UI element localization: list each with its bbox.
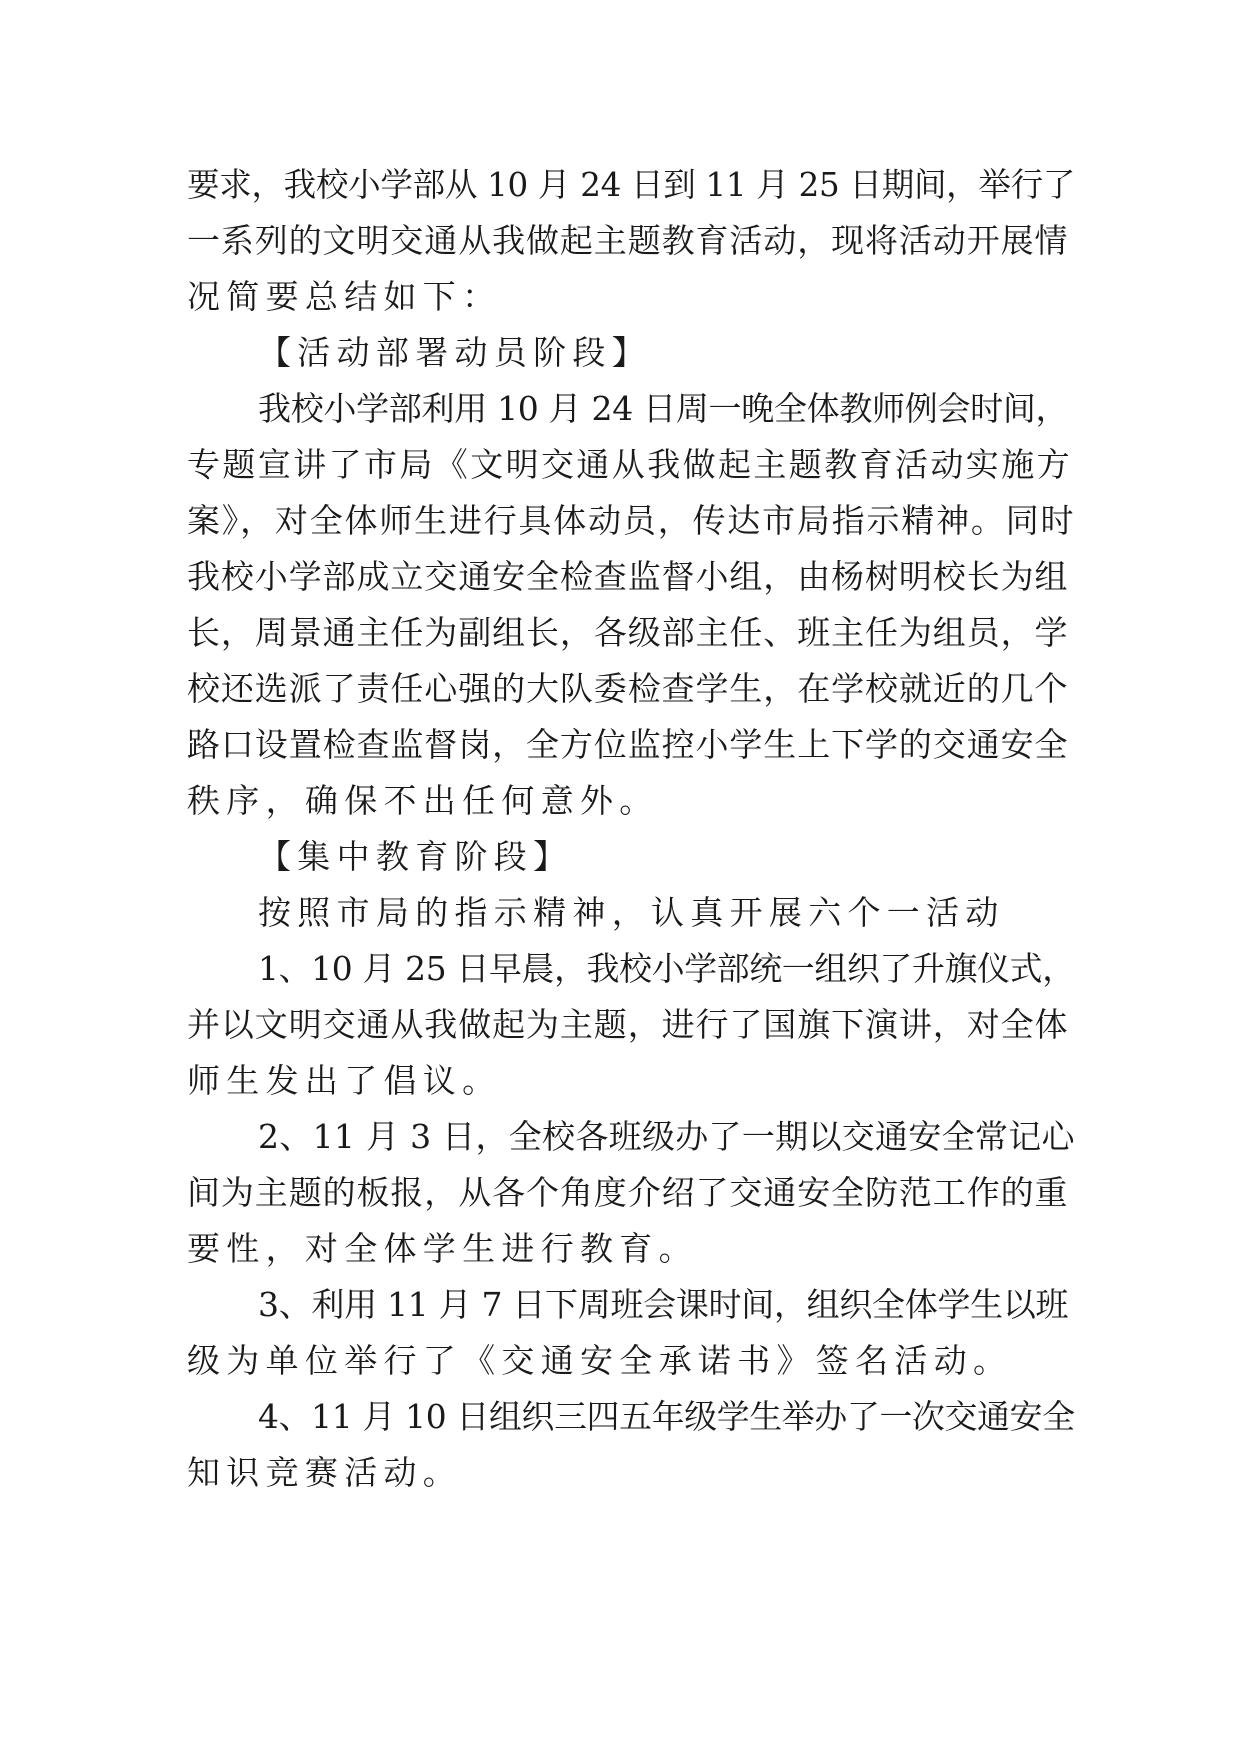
list-item: 2、11 月 3 日，全校各班级办了一期以交通安全常记心 [258, 1117, 1075, 1156]
text-line: 要性，对全体学生进行教育。 [187, 1229, 698, 1268]
list-item: 1、10 月 25 日早晨，我校小学部统一组织了升旗仪式， [258, 949, 1075, 988]
section-heading: 【集中教育阶段】 [258, 837, 573, 876]
list-item: 3、利用 11 月 7 日下周班会课时间，组织全体学生以班 [258, 1285, 1069, 1324]
section-heading: 【活动部署动员阶段】 [258, 333, 651, 372]
text-line: 长，周景通主任为副组长，各级部主任、班主任为组员，学 [187, 613, 1069, 652]
text-line: 我校小学部利用 10 月 24 日周一晚全体教师例会时间， [258, 389, 1069, 428]
text-line: 校还选派了责任心强的大队委检查学生，在学校就近的几个 [187, 669, 1069, 708]
text-line: 专题宣讲了市局《文明交通从我做起主题教育活动实施方 [187, 445, 1072, 484]
text-line: 间为主题的板报，从各个角度介绍了交通安全防范工作的重 [187, 1173, 1069, 1212]
text-line: 级为单位举行了《交通安全承诺书》签名活动。 [187, 1341, 1013, 1380]
text-line: 并以文明交通从我做起为主题，进行了国旗下演讲，对全体 [187, 1005, 1069, 1044]
text-line: 按照市局的指示精神，认真开展六个一活动 [258, 893, 1005, 932]
list-item: 4、11 月 10 日组织三四五年级学生举办了一次交通安全 [258, 1397, 1075, 1436]
text-line: 一系列的文明交通从我做起主题教育活动，现将活动开展情 [187, 221, 1069, 260]
text-line: 况简要总结如下： [187, 277, 502, 316]
text-line: 路口设置检查监督岗，全方位监控小学生上下学的交通安全 [187, 725, 1069, 764]
text-line: 秩序，确保不出任何意外。 [187, 781, 659, 820]
text-line: 师生发出了倡议。 [187, 1061, 502, 1100]
text-line: 我校小学部成立交通安全检查监督小组，由杨树明校长为组 [187, 557, 1069, 596]
text-line: 知识竞赛活动。 [187, 1453, 463, 1492]
text-line: 要求，我校小学部从 10 月 24 日到 11 月 25 日期间，举行了 [187, 165, 1076, 204]
text-line: 案》，对全体师生进行具体动员，传达市局指示精神。同时 [187, 501, 1076, 540]
